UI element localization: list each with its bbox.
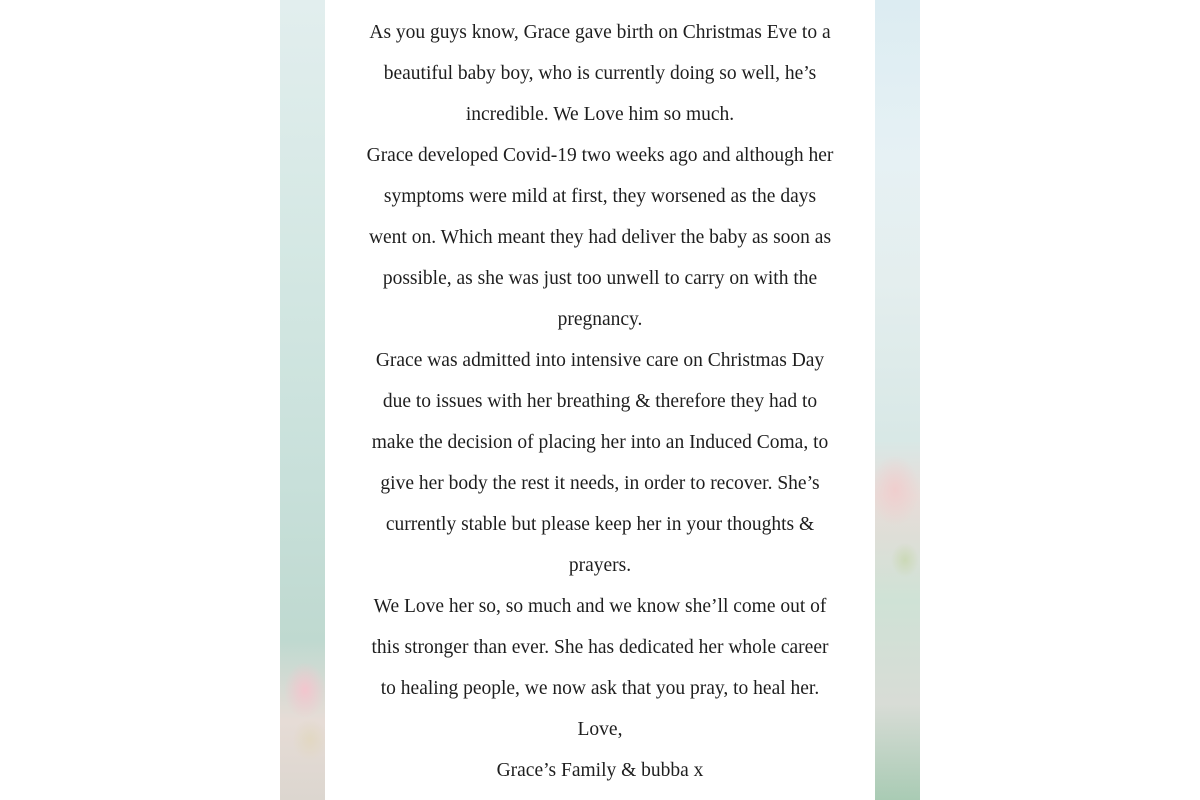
closing-text: Love, (577, 719, 623, 740)
paragraph-love (325, 586, 875, 709)
text-line: Grace developed Covid-19 two weeks ago and although her (366, 145, 834, 166)
text-line: this stronger than ever. She has dedicated her whole career (371, 637, 829, 658)
signature (325, 750, 875, 791)
floral-border-left (280, 0, 325, 800)
paragraph-covid (325, 135, 875, 340)
text-line: incredible. We Love him so much. (465, 104, 735, 125)
text-line: symptoms were mild at first, they worsened as the days (383, 186, 817, 207)
text-line: As you guys know, Grace gave birth on Christmas Eve to a (369, 22, 831, 43)
text-line: pregnancy. (557, 309, 643, 330)
paragraph-birth (325, 12, 875, 135)
floral-border-right (875, 0, 920, 800)
letter-panel (280, 0, 920, 800)
text-line: prayers. (568, 555, 632, 576)
closing (325, 709, 875, 750)
signature-text: Grace’s Family & bubba x (496, 760, 704, 781)
text-line: went on. Which meant they had deliver the baby as soon as (368, 227, 832, 248)
text-line: Grace was admitted into intensive care on Christmas Day (375, 350, 825, 371)
text-line: We Love her so, so much and we know she’ll come out of (373, 596, 827, 617)
paragraph-intensive-care (325, 340, 875, 586)
text-line: possible, as she was just too unwell to carry on with the (382, 268, 818, 289)
text-line: due to issues with her breathing & therefore they had to (382, 391, 818, 412)
letter-card (325, 0, 875, 800)
text-line: to healing people, we now ask that you pray, to heal her. (380, 678, 820, 699)
letter-body (325, 12, 875, 791)
text-line: give her body the rest it needs, in order to recover. She’s (380, 473, 820, 494)
text-line: make the decision of placing her into an Induced Coma, to (371, 432, 829, 453)
text-line: currently stable but please keep her in your thoughts & (385, 514, 815, 535)
text-line: beautiful baby boy, who is currently doing so well, he’s (383, 63, 817, 84)
